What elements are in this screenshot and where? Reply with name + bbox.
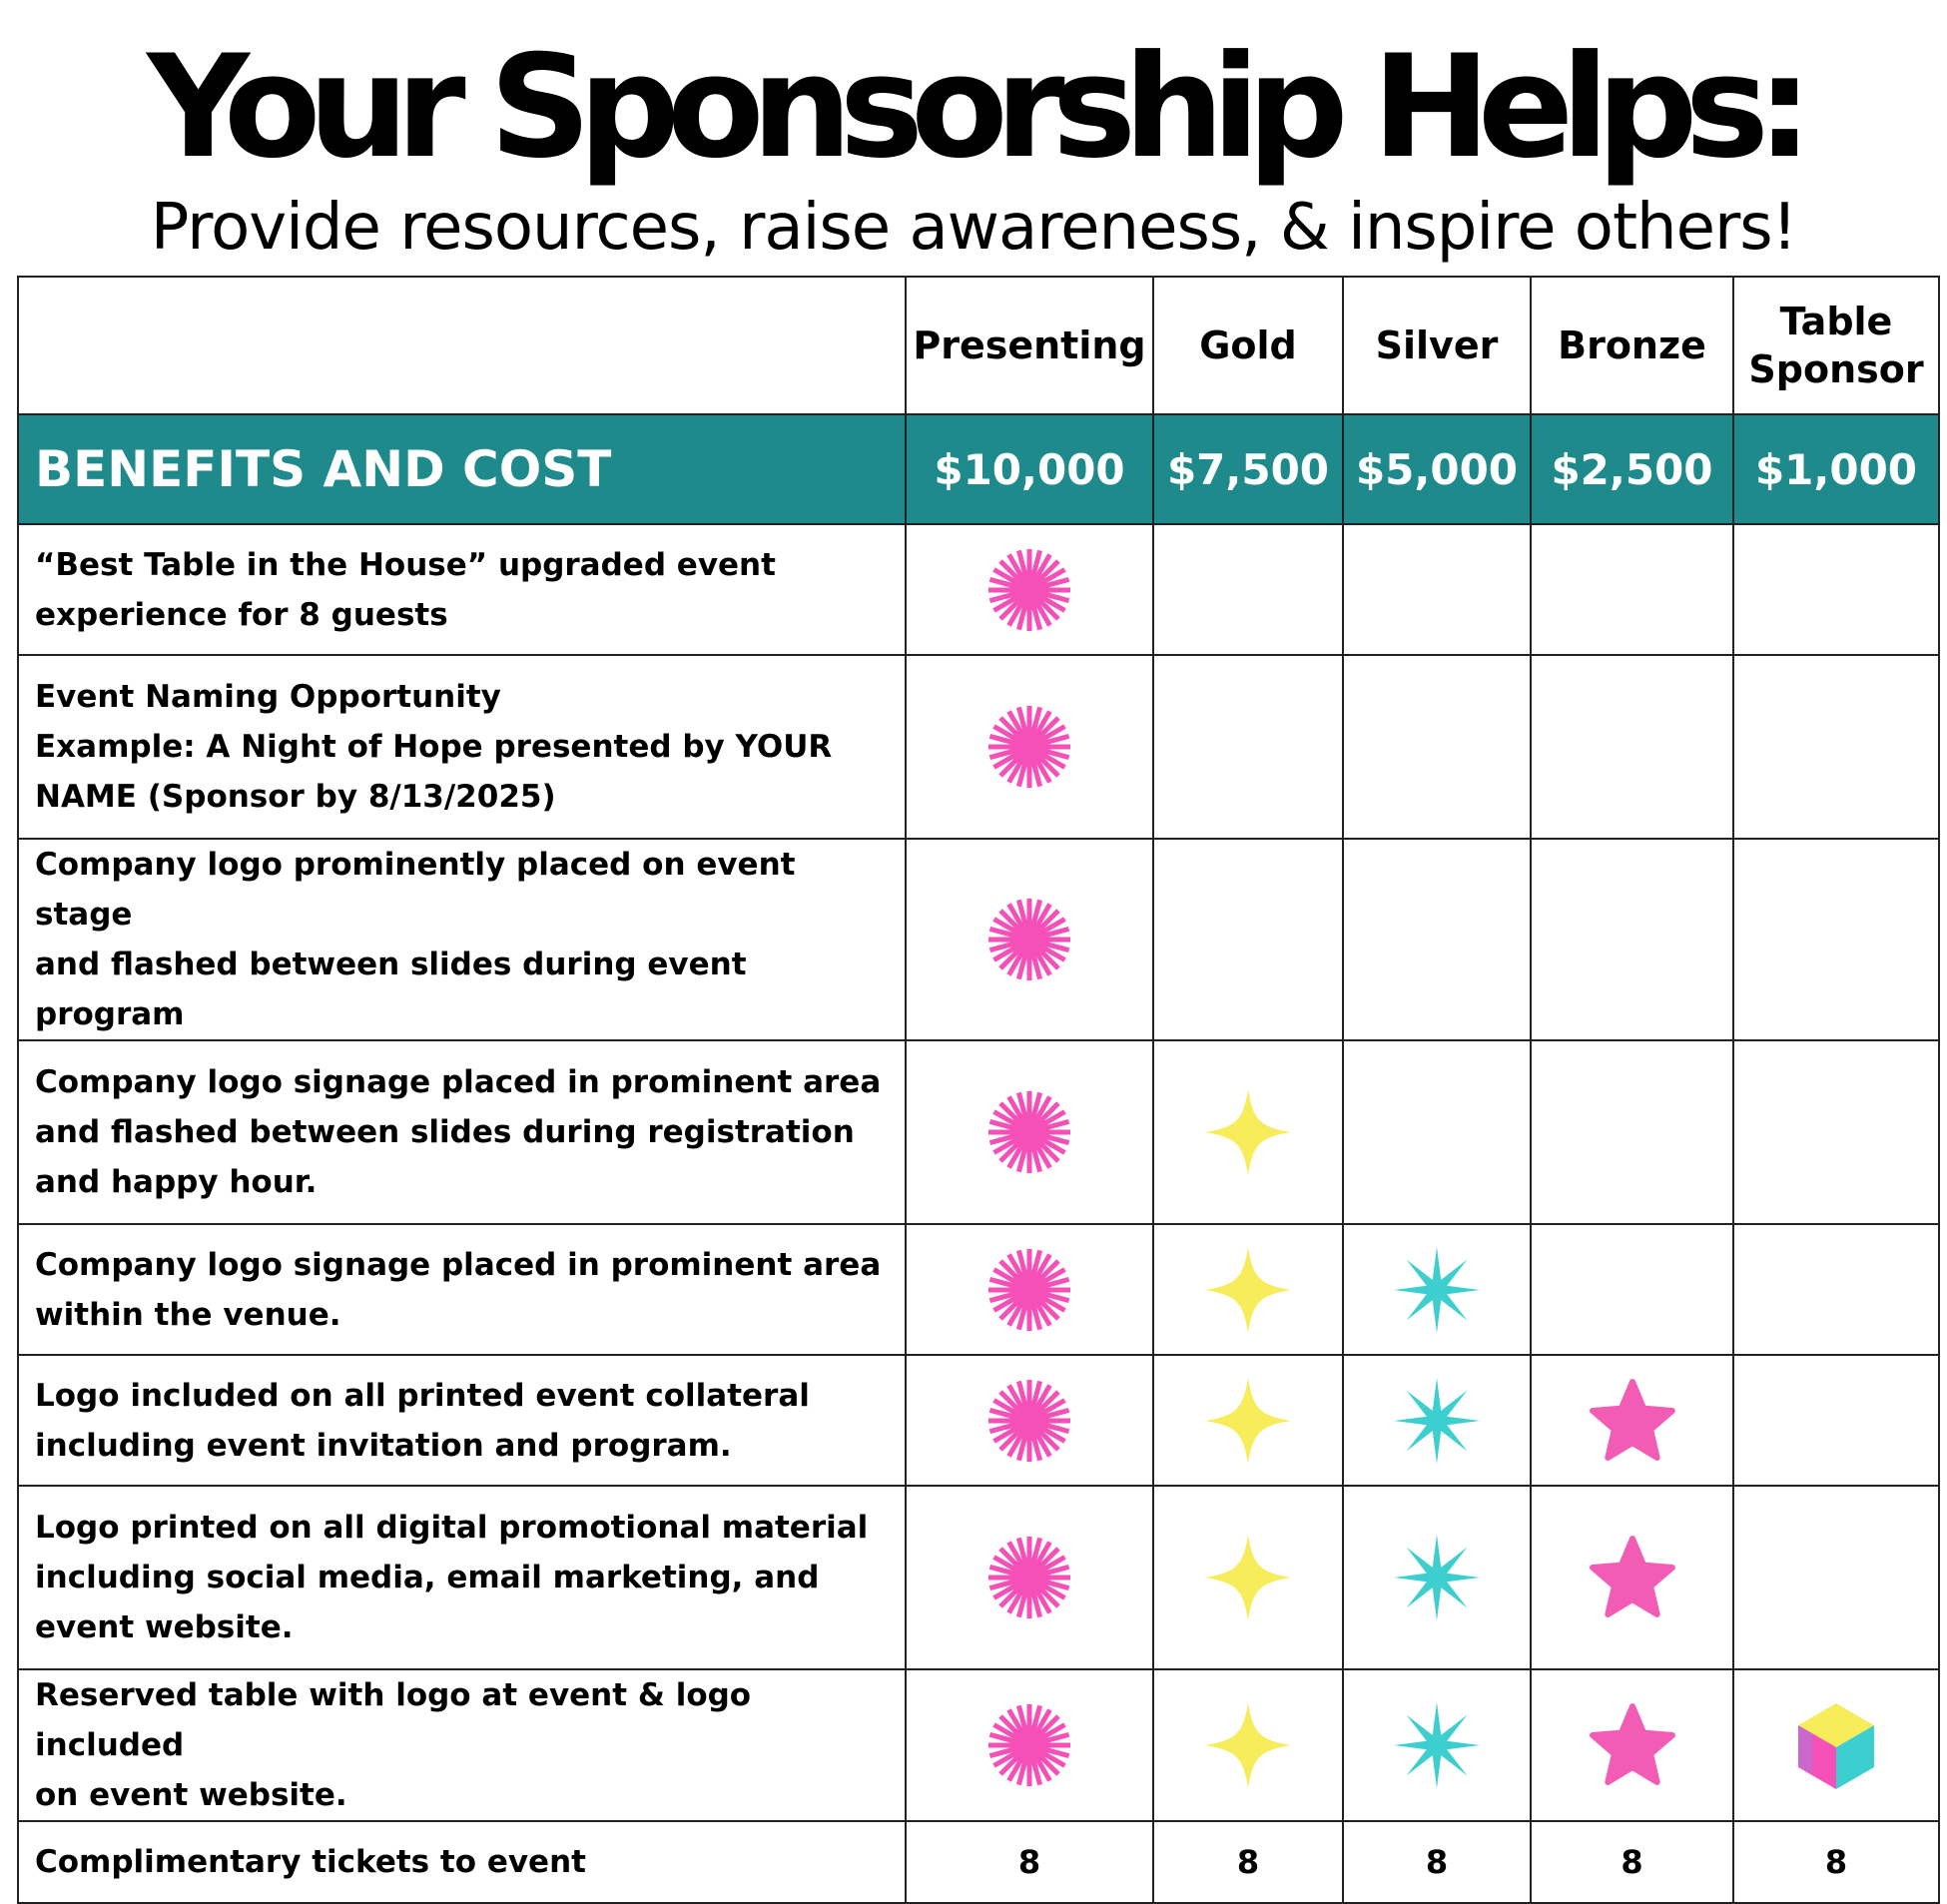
benefit-line: and flashed between slides during event program	[35, 947, 747, 1032]
benefit-cell-gold	[1153, 1040, 1343, 1224]
benefit-row	[18, 655, 1939, 839]
benefit-line: and happy hour.	[35, 1164, 318, 1200]
benefit-cell-bronze	[1531, 524, 1733, 655]
benefit-cell-bronze	[1531, 1355, 1733, 1486]
benefit-cell-presenting	[906, 1486, 1153, 1669]
benefit-row	[18, 839, 1939, 1040]
benefit-line: Reserved table with logo at event & logo included	[35, 1677, 752, 1763]
tier-header-bronze: Bronze	[1531, 277, 1733, 414]
tickets-gold: 8	[1153, 1821, 1343, 1903]
benefit-cell-silver	[1343, 839, 1531, 1040]
benefit-line: Company logo signage placed in prominent area	[35, 1064, 882, 1100]
tickets-row	[18, 1821, 1939, 1903]
benefit-row	[18, 1669, 1939, 1821]
pink-burst-icon	[984, 1735, 1074, 1754]
benefit-cell-bronze	[1531, 1040, 1733, 1224]
benefit-cell-presenting	[906, 1669, 1153, 1821]
benefit-line: Logo included on all printed event collateral	[35, 1377, 810, 1414]
pink-star-icon	[1588, 1410, 1677, 1429]
pink-burst-icon	[984, 579, 1074, 598]
benefit-cell-presenting	[906, 655, 1153, 839]
benefit-cell-table-sponsor	[1733, 1224, 1939, 1355]
benefit-cell-silver	[1343, 1669, 1531, 1821]
benefit-row	[18, 1224, 1939, 1355]
benefit-line: including event invitation and program.	[35, 1427, 732, 1464]
benefit-line: “Best Table in the House” upgraded event	[35, 546, 776, 583]
header-blank-cell	[18, 277, 906, 414]
benefit-description	[18, 1040, 906, 1224]
pink-star-icon	[1588, 1568, 1677, 1587]
pink-burst-icon	[984, 1568, 1074, 1587]
tier-header-presenting: Presenting	[906, 277, 1153, 414]
benefit-description	[18, 524, 906, 655]
benefit-line: Event Naming Opportunity	[35, 679, 501, 715]
yellow-sparkle-icon	[1203, 1122, 1293, 1141]
benefit-description	[18, 1224, 906, 1355]
tickets-table-sponsor: 8	[1733, 1821, 1939, 1903]
page-title: Your Sponsorship Helps:	[147, 25, 1800, 190]
page-subtitle: Provide resources, raise awareness, & inspire others!	[150, 191, 1797, 265]
benefit-cell-presenting	[906, 1224, 1153, 1355]
benefit-description	[18, 1486, 906, 1669]
pink-burst-icon	[984, 1410, 1074, 1429]
benefit-cell-bronze	[1531, 1224, 1733, 1355]
cost-presenting: $10,000	[906, 414, 1153, 524]
benefit-cell-table-sponsor	[1733, 1355, 1939, 1486]
benefit-cell-presenting	[906, 1040, 1153, 1224]
tickets-presenting: 8	[906, 1821, 1153, 1903]
benefit-cell-silver	[1343, 655, 1531, 839]
benefit-cell-presenting	[906, 839, 1153, 1040]
pink-burst-icon	[984, 1122, 1074, 1141]
benefit-description	[18, 1669, 906, 1821]
benefit-description	[18, 839, 906, 1040]
tier-header-gold: Gold	[1153, 277, 1343, 414]
benefit-line: NAME (Sponsor by 8/13/2025)	[35, 779, 556, 815]
yellow-sparkle-icon	[1203, 1279, 1293, 1298]
tier-header-silver: Silver	[1343, 277, 1531, 414]
cost-label: BENEFITS AND COST	[18, 414, 906, 524]
benefit-row	[18, 524, 1939, 655]
benefit-cell-silver	[1343, 1040, 1531, 1224]
pink-burst-icon	[984, 1279, 1074, 1298]
yellow-sparkle-icon	[1203, 1568, 1293, 1587]
benefit-cell-gold	[1153, 839, 1343, 1040]
cube-icon	[1791, 1735, 1881, 1754]
benefit-cell-gold	[1153, 1669, 1343, 1821]
benefit-line: experience for 8 guests	[35, 596, 448, 633]
benefit-line: on event website.	[35, 1777, 347, 1813]
cost-row	[18, 414, 1939, 524]
tickets-silver: 8	[1343, 1821, 1531, 1903]
benefit-cell-silver	[1343, 1486, 1531, 1669]
benefit-row	[18, 1486, 1939, 1669]
tickets-label: Complimentary tickets to event	[18, 1821, 906, 1903]
benefit-cell-bronze	[1531, 655, 1733, 839]
benefit-line: Company logo signage placed in prominent area	[35, 1246, 882, 1283]
benefit-cell-bronze	[1531, 1486, 1733, 1669]
benefit-line: Example: A Night of Hope presented by YOUR	[35, 729, 833, 765]
teal-starburst-icon	[1392, 1735, 1482, 1754]
benefit-line: and flashed between slides during registration	[35, 1114, 855, 1150]
benefit-line: event website.	[35, 1609, 294, 1645]
benefit-cell-gold	[1153, 1355, 1343, 1486]
benefit-description	[18, 655, 906, 839]
benefit-cell-table-sponsor	[1733, 655, 1939, 839]
benefit-line: Company logo prominently placed on event stage	[35, 847, 796, 933]
benefit-cell-table-sponsor	[1733, 1040, 1939, 1224]
benefit-cell-gold	[1153, 1486, 1343, 1669]
benefit-row	[18, 1040, 1939, 1224]
benefit-cell-table-sponsor	[1733, 839, 1939, 1040]
pink-burst-icon	[984, 930, 1074, 949]
benefit-cell-gold	[1153, 1224, 1343, 1355]
cost-gold: $7,500	[1153, 414, 1343, 524]
benefit-cell-bronze	[1531, 839, 1733, 1040]
tickets-bronze: 8	[1531, 1821, 1733, 1903]
tier-header-table-sponsor: Table Sponsor	[1733, 277, 1939, 414]
yellow-sparkle-icon	[1203, 1735, 1293, 1754]
benefit-line: including social media, email marketing, and	[35, 1560, 820, 1595]
benefit-line: Logo printed on all digital promotional material	[35, 1510, 869, 1546]
benefit-cell-table-sponsor	[1733, 1669, 1939, 1821]
pink-burst-icon	[984, 737, 1074, 756]
benefit-cell-silver	[1343, 1355, 1531, 1486]
teal-starburst-icon	[1392, 1568, 1482, 1587]
benefit-cell-presenting	[906, 524, 1153, 655]
benefit-cell-table-sponsor	[1733, 524, 1939, 655]
benefit-description	[18, 1355, 906, 1486]
cost-silver: $5,000	[1343, 414, 1531, 524]
sponsorship-table	[17, 276, 1940, 1904]
benefit-cell-gold	[1153, 524, 1343, 655]
cost-table-sponsor: $1,000	[1733, 414, 1939, 524]
cost-bronze: $2,500	[1531, 414, 1733, 524]
tier-header-row	[18, 277, 1939, 414]
benefit-cell-presenting	[906, 1355, 1153, 1486]
yellow-sparkle-icon	[1203, 1410, 1293, 1429]
benefit-line: within the venue.	[35, 1296, 341, 1333]
benefit-cell-bronze	[1531, 1669, 1733, 1821]
benefit-row	[18, 1355, 1939, 1486]
teal-starburst-icon	[1392, 1279, 1482, 1298]
pink-star-icon	[1588, 1735, 1677, 1754]
benefit-cell-gold	[1153, 655, 1343, 839]
benefit-cell-silver	[1343, 524, 1531, 655]
teal-starburst-icon	[1392, 1410, 1482, 1429]
benefit-cell-silver	[1343, 1224, 1531, 1355]
benefit-cell-table-sponsor	[1733, 1486, 1939, 1669]
